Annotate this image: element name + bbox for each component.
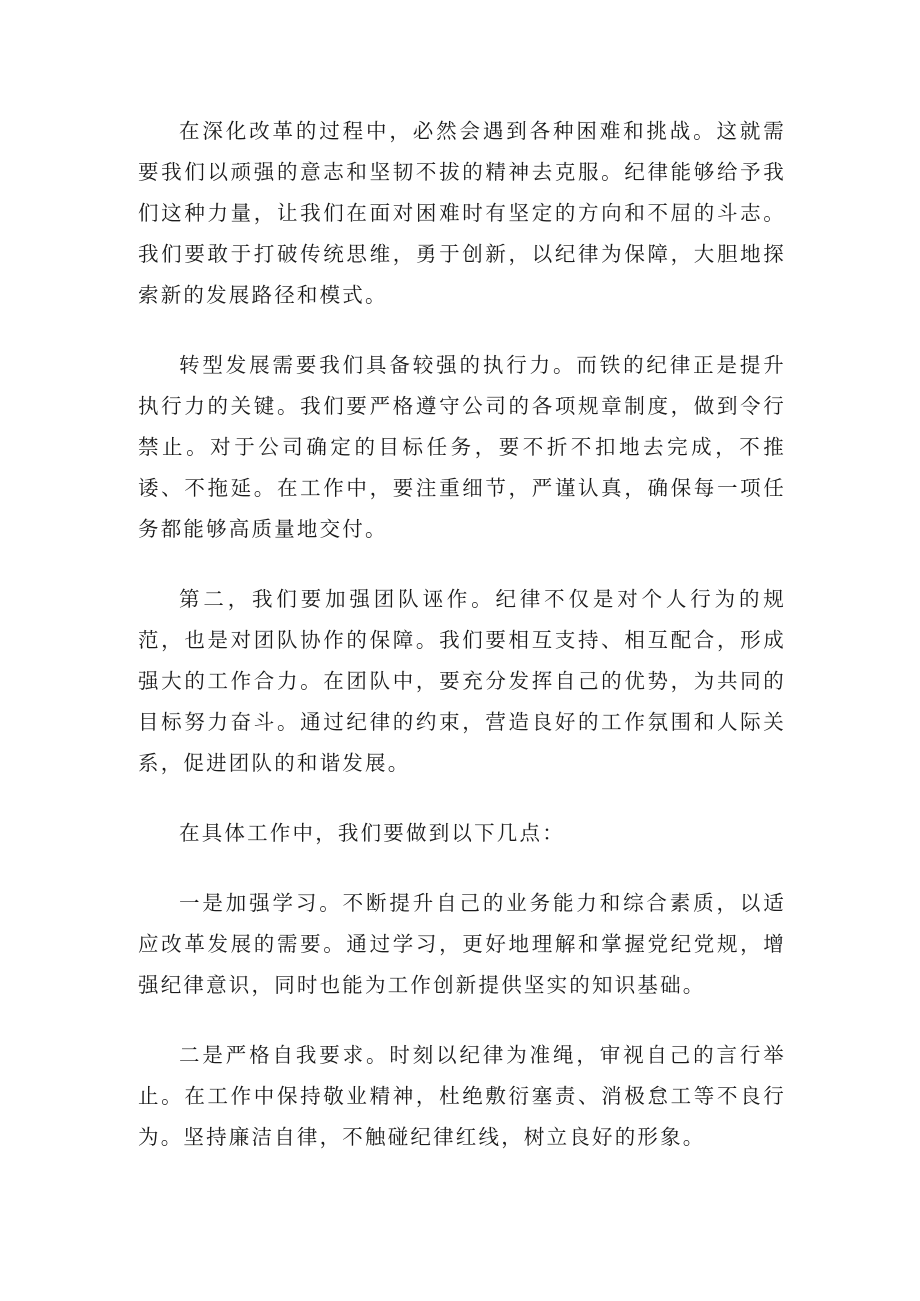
paragraph-deepen-reform: 在深化改革的过程中，必然会遇到各种困难和挑战。这就需要我们以顽强的意志和坚韧不拔的精神去克服。纪律能够给予我们这种力量，让我们在面对困难时有坚定的方向和不屈的斗志。我们要敢于打破传统思维，勇于创新，以纪律为保障，大胆地探索新的发展路径和模式。	[138, 119, 786, 307]
paragraph-execution: 转型发展需要我们具备较强的执行力。而铁的纪律正是提升执行力的关键。我们要严格遵守公司的各项规章制度，做到令行禁止。对于公司确定的目标任务，要不折不扣地去完成，不推诿、不拖延。在工作中，要注重细节，严谨认真，确保每一项任务都能够高质量地交付。	[138, 353, 786, 541]
paragraph-teamwork: 第二，我们要加强团队诬作。纪律不仅是对个人行为的规范，也是对团队协作的保障。我们要相互支持、相互配合，形成强大的工作合力。在团队中，要充分发挥自己的优势，为共同的目标努力奋斗。通过纪律的约束，营造良好的工作氛围和人际关系，促进团队的和谐发展。	[138, 587, 786, 775]
paragraph-point-one-study: 一是加强学习。不断提升自己的业务能力和综合素质，以适应改革发展的需要。通过学习，更好地理解和掌握党纪党规，增强纪律意识，同时也能为工作创新提供坚实的知识基础。	[138, 891, 786, 997]
paragraph-specific-work: 在具体工作中，我们要做到以下几点：	[179, 821, 565, 845]
paragraph-point-two-self-discipline: 二是严格自我要求。时刻以纪律为准绳，审视自己的言行举止。在工作中保持敬业精神，杜绝敷衍塞责、消极怠工等不良行为。坚持廉洁自律，不触碰纪律红线，树立良好的形象。	[138, 1043, 786, 1149]
document-body	[138, 111, 786, 1187]
